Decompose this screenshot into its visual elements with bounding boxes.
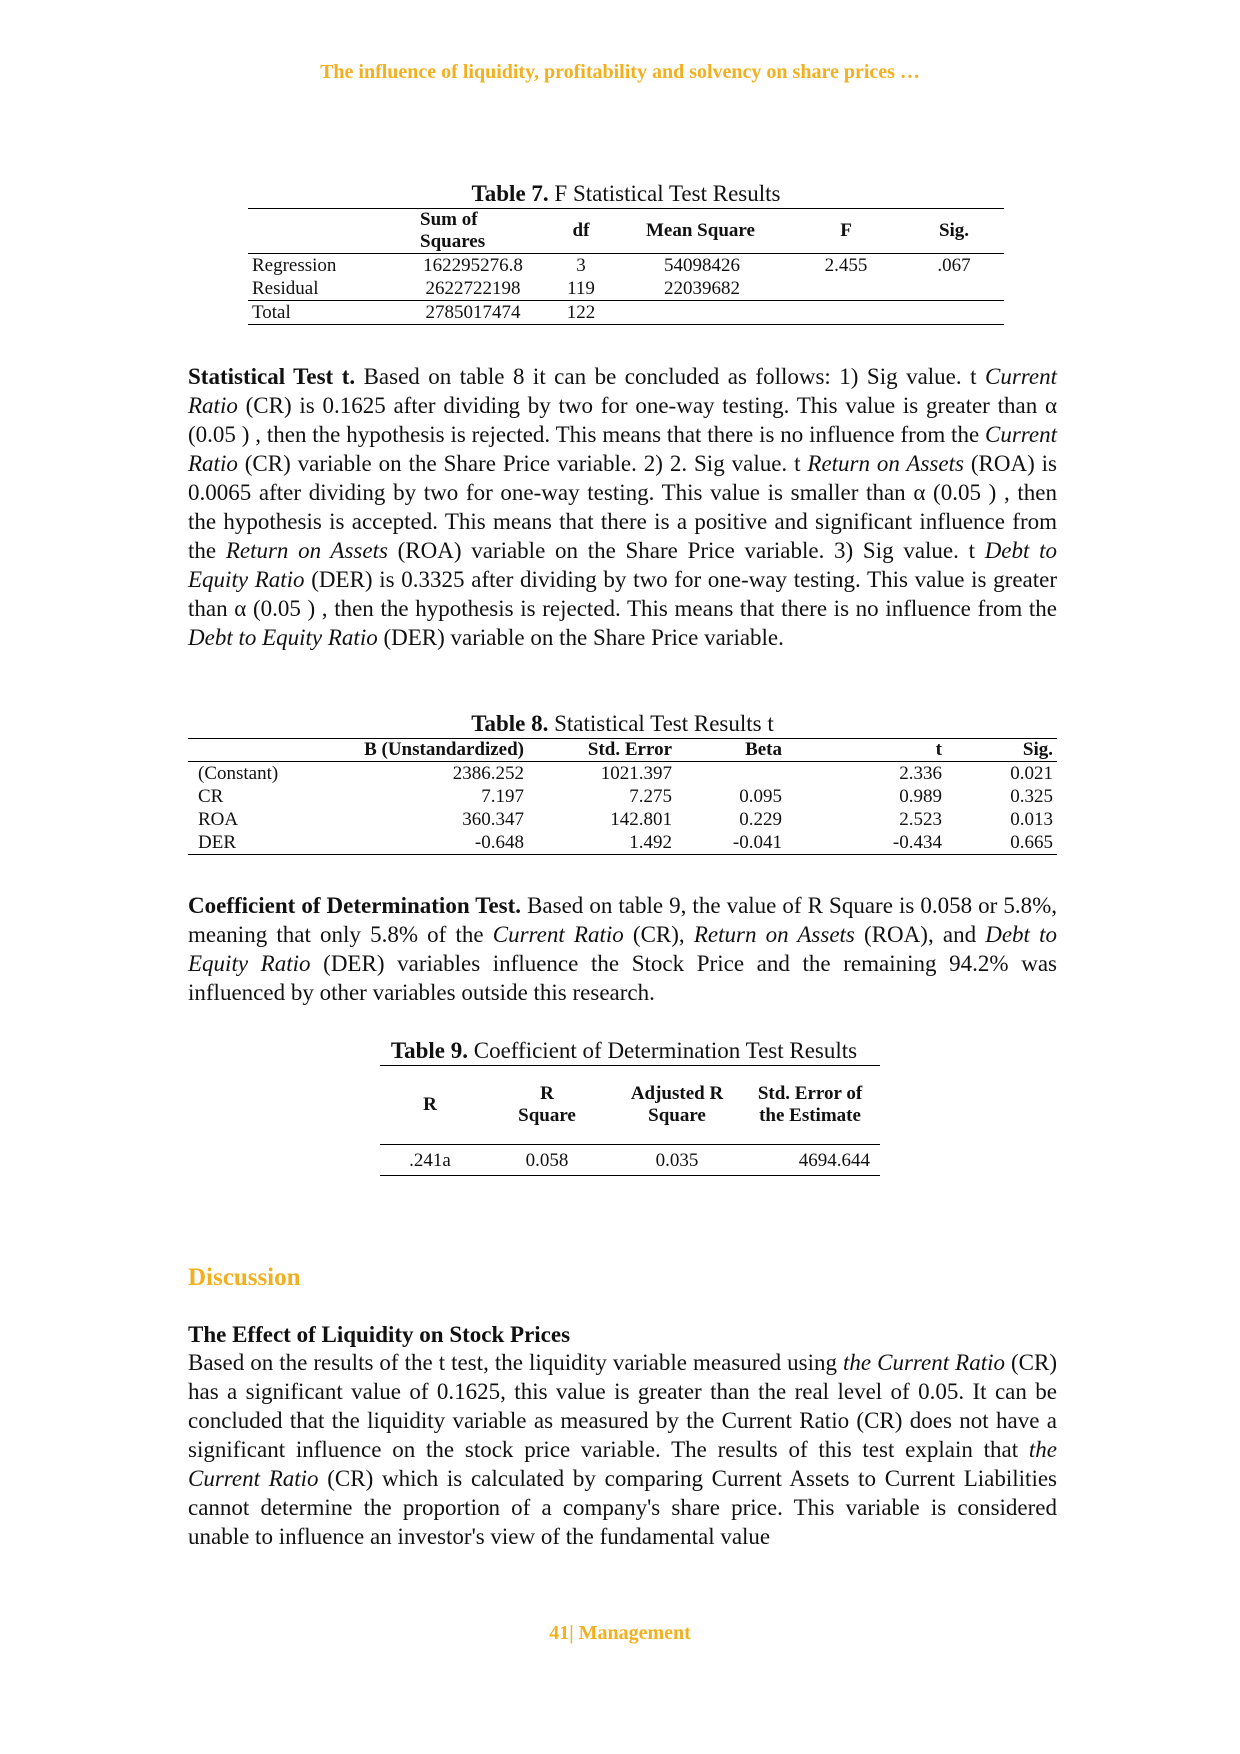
- para1-text: (CR) variable on the Share Price variable. 2) 2. Sig value. t: [237, 451, 808, 476]
- table-cell: 4694.644: [740, 1145, 880, 1176]
- table-cell: .241a: [380, 1145, 480, 1176]
- table-cell: 2785017474: [400, 301, 546, 325]
- para1-text: (ROA) is 0.0065 after dividing by two for one-way testing. This value is smaller than α (0.05 ) , then the hypothesis is accepted. This means that there is a positive and significant influence from the: [188, 451, 1057, 563]
- table8-header-b: B (Unstandardized): [338, 739, 528, 762]
- table7-block: [248, 180, 1004, 325]
- table-cell: CR: [198, 786, 224, 807]
- discussion-title: [188, 1264, 1057, 1292]
- table-cell: 2386.252: [452, 763, 524, 784]
- para1-text: (ROA) variable on the Share Price variable. 3) Sig value. t: [387, 538, 985, 563]
- table-cell: [616, 301, 788, 325]
- table-cell: [904, 301, 1004, 325]
- table-cell: 1.492: [528, 831, 676, 855]
- table8-header-std-error: Std. Error: [528, 739, 676, 762]
- journal-name: Management: [573, 1622, 691, 1644]
- table-row: [188, 785, 1057, 808]
- table-cell: 2.336: [899, 763, 942, 784]
- para1-text: (DER) variable on the Share Price variable.: [377, 625, 784, 650]
- table-cell: (Constant): [198, 763, 279, 784]
- table7: [248, 208, 1004, 325]
- table-row: [248, 254, 1004, 278]
- table-cell: 2622722198: [425, 278, 521, 299]
- table-cell: ROA: [198, 809, 239, 830]
- table-cell: DER: [188, 831, 338, 855]
- table-row: [380, 1145, 880, 1176]
- table8-caption-num: Table 8.: [471, 711, 549, 736]
- table-cell: [788, 277, 904, 301]
- table-cell: 360.347: [462, 809, 524, 830]
- table-cell: 0.325: [1010, 786, 1053, 807]
- para1-italic: Return on Assets: [807, 451, 964, 476]
- table-cell: 7.197: [481, 786, 524, 807]
- para1-italic: Debt to Equity Ratio: [188, 625, 378, 650]
- table-cell: 122: [546, 301, 616, 325]
- para1-italic: Current Ratio: [188, 422, 1057, 476]
- table9-caption-num: Table 9.: [390, 1038, 468, 1063]
- table7-header-f: F: [788, 209, 904, 254]
- footer-separator: |: [569, 1622, 574, 1644]
- discussion-text: Based on the results of the t test, the liquidity variable measured using: [188, 1350, 844, 1375]
- table-cell: 0.035: [614, 1145, 740, 1176]
- table-cell: 2.455: [824, 255, 868, 276]
- table-cell: 22039682: [664, 278, 740, 299]
- table-cell: 2.523: [899, 809, 942, 830]
- table7-header-mean-square: Mean Square: [616, 209, 788, 254]
- para1-italic: Current Ratio: [188, 364, 1057, 418]
- table-cell: 0.058: [480, 1145, 614, 1176]
- table9-header-r-square: R Square: [480, 1066, 614, 1145]
- table-cell: 142.801: [610, 809, 672, 830]
- table-cell: 0.665: [946, 831, 1057, 855]
- table7-header-df: df: [546, 209, 616, 254]
- table-row: [188, 808, 1057, 831]
- table9-caption: [366, 1037, 882, 1065]
- table9-header-r: R: [380, 1066, 480, 1145]
- para-statistical-test-t: [188, 362, 1057, 652]
- table9-block: [366, 1037, 882, 1176]
- table-cell: 0.013: [1010, 809, 1053, 830]
- table7-caption: [248, 180, 1004, 208]
- table-cell: 0.095: [739, 786, 782, 807]
- table9-header-row: [380, 1066, 880, 1145]
- discussion-italic: the Current Ratio: [843, 1350, 1005, 1375]
- table9-caption-text: Coefficient of Determination Test Results: [468, 1038, 858, 1063]
- table-cell: .067: [937, 255, 971, 276]
- table-cell: Residual: [252, 278, 319, 299]
- para2-text: (ROA), and: [854, 922, 986, 947]
- table-cell: Regression: [252, 255, 337, 276]
- table8-header-row: [188, 739, 1057, 762]
- table-cell: 0.229: [739, 809, 782, 830]
- table-cell: 0.989: [899, 786, 942, 807]
- para2-italic: Return on Assets: [693, 922, 855, 947]
- subsection-title: The Effect of Liquidity on Stock Prices: [188, 1322, 571, 1347]
- para2-text: (CR),: [623, 922, 694, 947]
- table-cell: 119: [567, 278, 595, 299]
- table-cell: 3: [576, 255, 586, 276]
- table7-header-sig: Sig.: [904, 209, 1004, 254]
- para2-lead: Coefficient of Determination Test.: [188, 893, 522, 918]
- discussion-text: (CR) which is calculated by comparing Current Assets to Current Liabilities cannot determine the proportion of a company's share price. This variable is considered unable to influence an investor's view of the fundamental value: [188, 1466, 1057, 1549]
- page-number: 41: [549, 1622, 570, 1644]
- discussion-text: (CR) has a significant value of 0.1625, this value is greater than the real level of 0.05. It can be concluded that the liquidity variable as measured by the Current Ratio (CR) does not have a significant influence on the stock price variable. The results of this test explain that: [188, 1350, 1057, 1462]
- para1-lead: Statistical Test t.: [188, 364, 356, 389]
- table7-header-blank: [248, 209, 400, 254]
- table7-caption-text: F Statistical Test Results: [548, 181, 781, 206]
- table9-header-adjusted: Adjusted R Square: [614, 1066, 740, 1145]
- page-footer: [0, 1622, 1240, 1645]
- table-row: [188, 762, 1057, 786]
- para-coefficient-of-determination: [188, 891, 1057, 1007]
- table8: [188, 738, 1057, 855]
- para2-italic: Current Ratio: [492, 922, 624, 947]
- table-cell: 7.275: [629, 786, 672, 807]
- table-cell: -0.041: [676, 831, 786, 855]
- table8-caption: [188, 710, 1057, 738]
- table-cell: [788, 301, 904, 325]
- table-row: [248, 301, 1004, 325]
- table8-block: [188, 710, 1057, 855]
- table-cell: [904, 277, 1004, 301]
- table-row: [188, 831, 1057, 855]
- discussion-body: [188, 1322, 1057, 1551]
- table-cell: 0.021: [1010, 763, 1053, 784]
- table-row: [248, 277, 1004, 301]
- table8-header-sig: Sig.: [946, 739, 1057, 762]
- table8-header-t: t: [786, 739, 946, 762]
- table9-header-std-error: Std. Error of the Estimate: [740, 1066, 880, 1145]
- running-head: The influence of liquidity, profitability and solvency on share prices …: [320, 61, 920, 83]
- table7-header-row: [248, 209, 1004, 254]
- section-title: Discussion: [188, 1264, 301, 1291]
- table9: [380, 1065, 880, 1176]
- table-cell: 162295276.8: [423, 255, 523, 276]
- table-cell: Total: [248, 301, 400, 325]
- para2-italic: Debt to Equity Ratio: [188, 922, 1058, 976]
- table8-caption-text: Statistical Test Results t: [548, 711, 774, 736]
- table-cell: -0.434: [786, 831, 946, 855]
- table8-header-beta: Beta: [676, 739, 786, 762]
- table7-header-sum-of-squares: Sum of Squares: [400, 209, 546, 254]
- table-cell: 54098426: [664, 255, 740, 276]
- table-cell: [676, 762, 786, 786]
- para2-text: Based on table 9, the value of R Square is 0.058 or 5.8%, meaning that only 5.8% of the: [188, 893, 1057, 947]
- para1-text: Based on table 8 it can be concluded as follows: 1) Sig value. t: [355, 364, 985, 389]
- discussion-italic: the Current Ratio: [188, 1437, 1057, 1491]
- para2-text: (DER) variables influence the Stock Price and the remaining 94.2% was influenced by other variables outside this research.: [188, 951, 1057, 1005]
- table7-caption-num: Table 7.: [471, 181, 549, 206]
- table-cell: 1021.397: [600, 763, 672, 784]
- para1-italic: Debt to Equity Ratio: [188, 538, 1057, 592]
- para1-italic: Return on Assets: [225, 538, 388, 563]
- para1-text: (CR) is 0.1625 after dividing by two for one-way testing. This value is greater than α (0.05 ) , then the hypothesis is rejected. This means that there is no influence from the: [188, 393, 1057, 447]
- table-cell: -0.648: [338, 831, 528, 855]
- para1-text: (DER) is 0.3325 after dividing by two for one-way testing. This value is greater than α (0.05 ) , then the hypothesis is rejected. This means that there is no influence from the: [188, 567, 1057, 621]
- table8-header-blank: [188, 739, 338, 762]
